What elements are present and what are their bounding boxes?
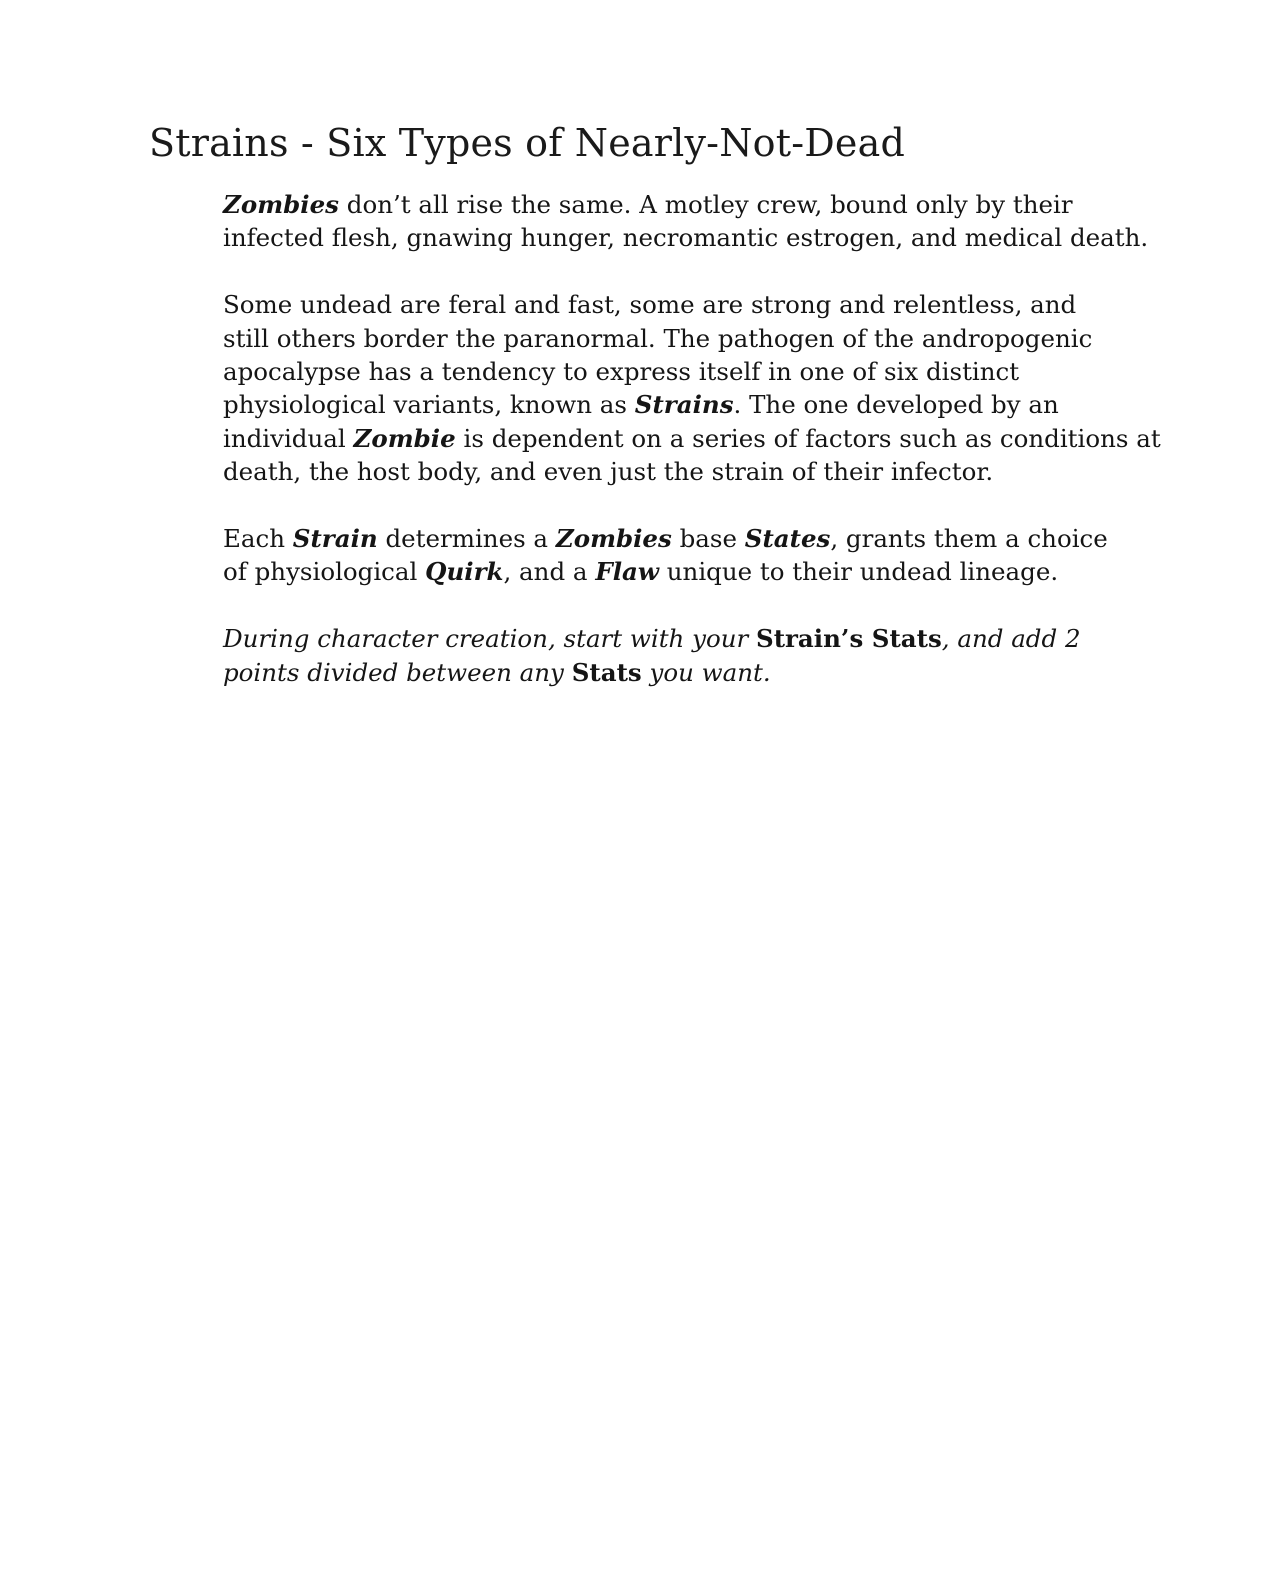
text-run: . The one developed by an — [733, 390, 1059, 420]
text-run: infected flesh, gnawing hunger, necromantic estrogen, and medical death. — [223, 223, 1149, 253]
key-term: States — [744, 524, 831, 554]
body-paragraph — [149, 622, 1109, 689]
text-run: apocalypse has a tendency to express itself in one of six distinct — [223, 357, 1020, 387]
text-run: , and add 2 — [941, 624, 1081, 654]
text-run: you want. — [641, 657, 771, 687]
paragraph-line — [149, 422, 1161, 455]
text-run: base — [671, 524, 745, 554]
document-page — [149, 118, 1161, 722]
text-run: unique to their undead lineage. — [658, 557, 1059, 587]
paragraph-line — [149, 188, 1109, 221]
document-body — [149, 188, 1161, 689]
key-term: Strain’s Stats — [756, 624, 942, 654]
paragraph-line — [149, 288, 1109, 321]
paragraph-line — [149, 656, 1109, 689]
text-run: points divided between any — [223, 657, 572, 687]
text-run: don’t all rise the same. A motley crew, bound only by their — [338, 190, 1073, 219]
paragraph-line — [149, 455, 1109, 488]
text-run: Each — [223, 524, 293, 554]
paragraph-line — [149, 555, 1109, 588]
paragraph-line — [149, 322, 1109, 355]
text-run: During character creation, start with your — [223, 624, 756, 654]
key-term: Stats — [571, 657, 642, 687]
key-term: Zombies — [223, 190, 339, 219]
key-term: Strains — [634, 390, 734, 420]
text-run: , grants them a choice — [830, 524, 1108, 554]
key-term: Zombies — [555, 524, 672, 554]
key-term: Strain — [292, 524, 378, 554]
key-term: Quirk — [425, 557, 504, 587]
body-paragraph — [149, 522, 1109, 589]
paragraph-line — [149, 622, 1109, 655]
paragraph-line — [149, 221, 1149, 254]
text-run: of physiological — [223, 557, 426, 587]
key-term: Flaw — [595, 557, 659, 587]
text-run: , and a — [503, 557, 596, 587]
text-run: death, the host body, and even just the strain of their infector. — [223, 457, 994, 487]
body-paragraph — [149, 188, 1149, 255]
text-run: individual — [223, 423, 354, 453]
page-title: Strains - Six Types of Nearly-Not-Dead — [149, 121, 905, 165]
text-run: physiological variants, known as — [223, 390, 635, 420]
text-run: is dependent on a series of factors such as conditions at — [455, 423, 1161, 453]
text-run: Some undead are feral and fast, some are strong and relentless, and — [223, 290, 1077, 320]
key-term: Zombie — [353, 423, 456, 453]
text-run: still others border the paranormal. The pathogen of the andropogenic — [223, 323, 1093, 353]
paragraph-line — [149, 388, 1109, 421]
paragraph-line — [149, 522, 1109, 555]
text-run: determines a — [377, 524, 556, 554]
body-paragraph — [149, 288, 1161, 488]
paragraph-line — [149, 355, 1109, 388]
